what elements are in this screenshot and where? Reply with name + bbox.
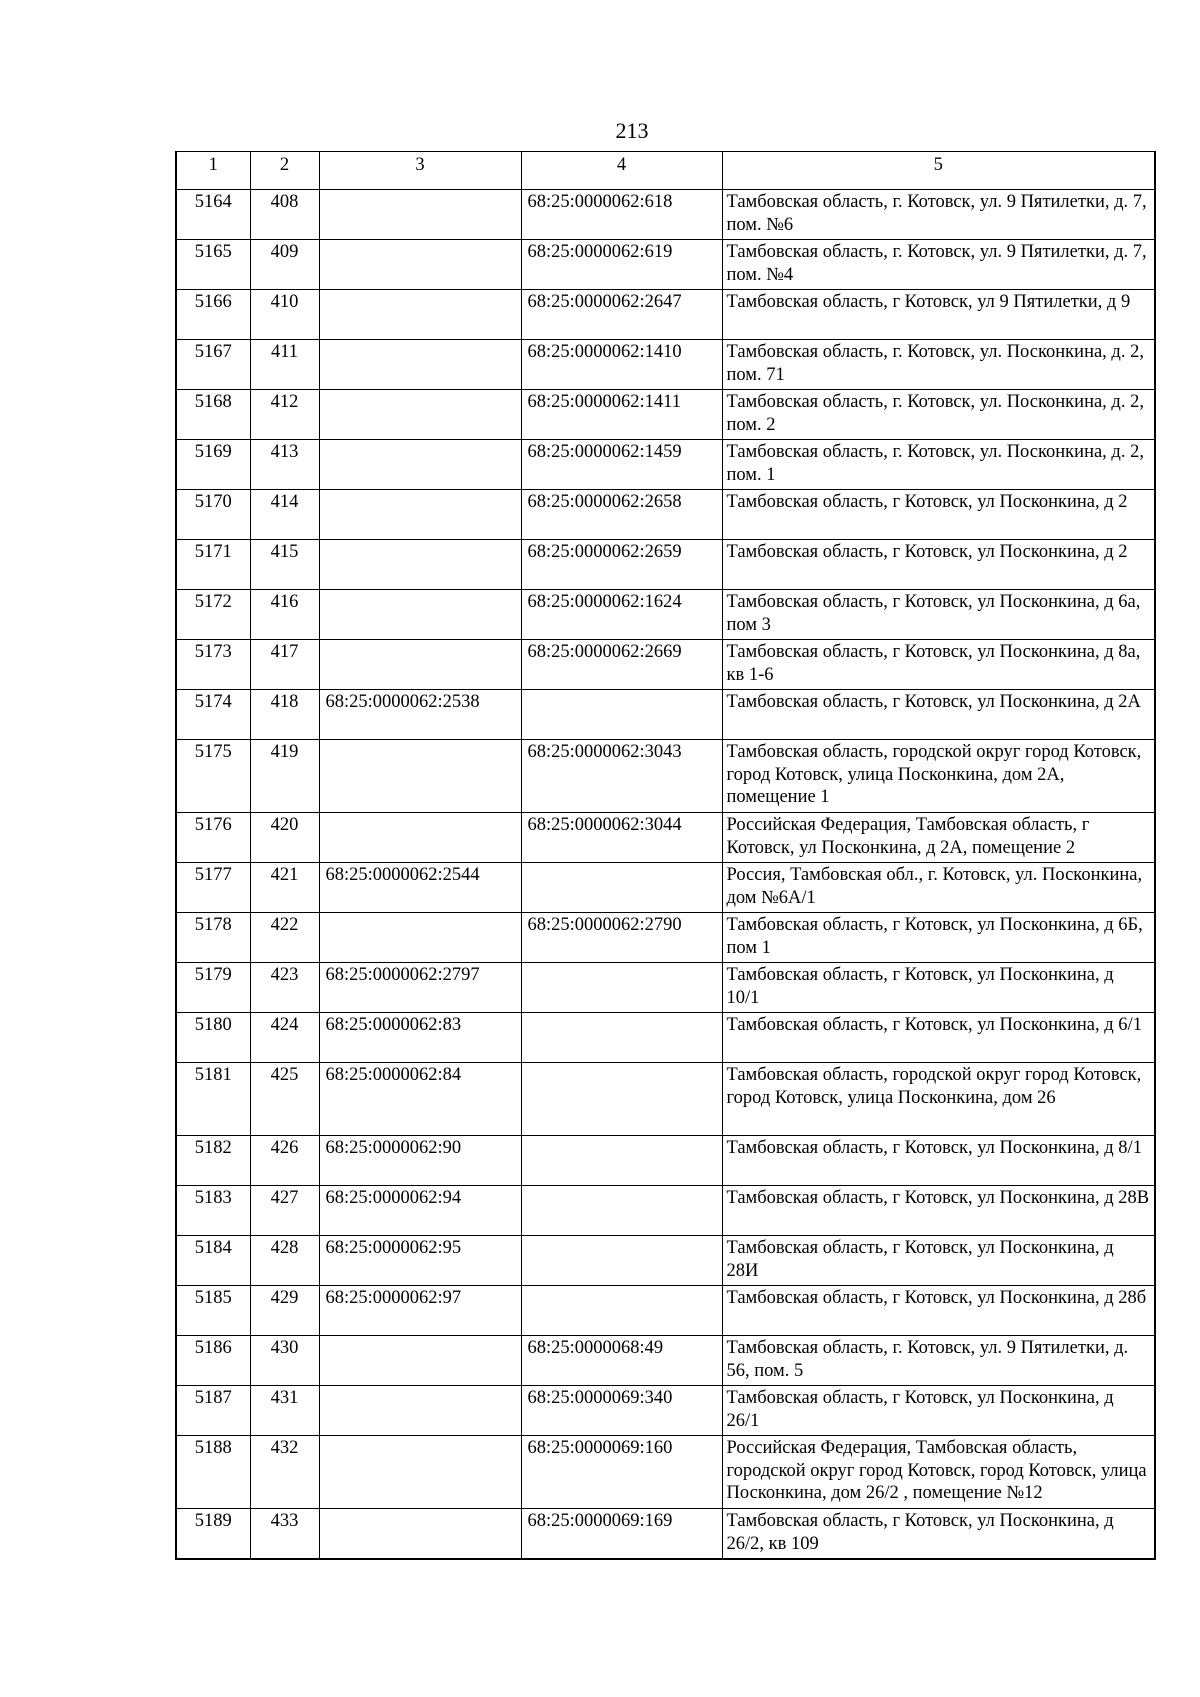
cadastral-col4-cell: 68:25:0000062:2790 bbox=[521, 913, 722, 963]
table-row bbox=[176, 1063, 1155, 1136]
address-cell: Тамбовская область, г Котовск, ул Посконкина, д 28б bbox=[722, 1286, 1155, 1336]
cadastral-col4-cell bbox=[521, 1286, 722, 1336]
row-number-cell: 5178 bbox=[176, 913, 250, 963]
cadastral-col3-cell bbox=[319, 240, 521, 290]
table-row bbox=[176, 1336, 1155, 1386]
row-seq-cell: 418 bbox=[250, 690, 319, 740]
address-cell: Тамбовская область, г. Котовск, ул. Посконкина, д. 2, пом. 2 bbox=[722, 390, 1155, 440]
address-cell: Тамбовская область, г Котовск, ул 9 Пятилетки, д 9 bbox=[722, 290, 1155, 340]
cadastral-col3-cell bbox=[319, 913, 521, 963]
cadastral-col3-cell: 68:25:0000062:95 bbox=[319, 1236, 521, 1286]
row-seq-cell: 412 bbox=[250, 390, 319, 440]
cadastral-col4-cell: 68:25:0000068:49 bbox=[521, 1336, 722, 1386]
row-number-cell: 5170 bbox=[176, 490, 250, 540]
table-row bbox=[176, 740, 1155, 813]
row-seq-cell: 422 bbox=[250, 913, 319, 963]
cadastral-col3-cell bbox=[319, 1436, 521, 1509]
cadastral-col3-cell bbox=[319, 440, 521, 490]
table-row bbox=[176, 1386, 1155, 1436]
row-number-cell: 5175 bbox=[176, 740, 250, 813]
row-number-cell: 5189 bbox=[176, 1509, 250, 1560]
row-seq-cell: 414 bbox=[250, 490, 319, 540]
cadastral-col3-cell bbox=[319, 490, 521, 540]
cadastral-col3-cell bbox=[319, 590, 521, 640]
registry-table bbox=[175, 151, 1156, 1560]
table-row bbox=[176, 913, 1155, 963]
address-cell: Тамбовская область, г Котовск, ул Посконкина, д 6а, пом 3 bbox=[722, 590, 1155, 640]
address-cell: Тамбовская область, г. Котовск, ул. Посконкина, д. 2, пом. 71 bbox=[722, 340, 1155, 390]
address-cell: Тамбовская область, г Котовск, ул Посконкина, д 26/1 bbox=[722, 1386, 1155, 1436]
address-cell: Тамбовская область, г Котовск, ул Посконкина, д 6/1 bbox=[722, 1013, 1155, 1063]
cadastral-col3-cell bbox=[319, 813, 521, 863]
row-seq-cell: 409 bbox=[250, 240, 319, 290]
cadastral-col3-cell: 68:25:0000062:2797 bbox=[319, 963, 521, 1013]
column-header-4: 4 bbox=[521, 152, 722, 190]
row-seq-cell: 429 bbox=[250, 1286, 319, 1336]
cadastral-col4-cell: 68:25:0000062:1411 bbox=[521, 390, 722, 440]
column-header-3: 3 bbox=[319, 152, 521, 190]
cadastral-col4-cell: 68:25:0000062:3044 bbox=[521, 813, 722, 863]
row-number-cell: 5173 bbox=[176, 640, 250, 690]
address-cell: Тамбовская область, г Котовск, ул Посконкина, д 6Б, пом 1 bbox=[722, 913, 1155, 963]
row-seq-cell: 433 bbox=[250, 1509, 319, 1560]
address-cell: Тамбовская область, г Котовск, ул Посконкина, д 28И bbox=[722, 1236, 1155, 1286]
row-seq-cell: 410 bbox=[250, 290, 319, 340]
table-row bbox=[176, 440, 1155, 490]
cadastral-col3-cell: 68:25:0000062:90 bbox=[319, 1136, 521, 1186]
table-row bbox=[176, 590, 1155, 640]
cadastral-col3-cell bbox=[319, 290, 521, 340]
cadastral-col3-cell: 68:25:0000062:97 bbox=[319, 1286, 521, 1336]
cadastral-col3-cell bbox=[319, 640, 521, 690]
cadastral-col3-cell bbox=[319, 1336, 521, 1386]
table-row bbox=[176, 1186, 1155, 1236]
row-number-cell: 5182 bbox=[176, 1136, 250, 1186]
address-cell: Тамбовская область, г. Котовск, ул. 9 Пятилетки, д. 56, пом. 5 bbox=[722, 1336, 1155, 1386]
row-seq-cell: 423 bbox=[250, 963, 319, 1013]
row-seq-cell: 426 bbox=[250, 1136, 319, 1186]
row-number-cell: 5183 bbox=[176, 1186, 250, 1236]
cadastral-col3-cell bbox=[319, 190, 521, 240]
cadastral-col4-cell bbox=[521, 1013, 722, 1063]
row-number-cell: 5167 bbox=[176, 340, 250, 390]
row-number-cell: 5184 bbox=[176, 1236, 250, 1286]
cadastral-col3-cell: 68:25:0000062:2544 bbox=[319, 863, 521, 913]
row-seq-cell: 419 bbox=[250, 740, 319, 813]
table-row bbox=[176, 1286, 1155, 1336]
address-cell: Тамбовская область, г Котовск, ул Посконкина, д 26/2, кв 109 bbox=[722, 1509, 1155, 1560]
cadastral-col4-cell: 68:25:0000062:3043 bbox=[521, 740, 722, 813]
row-seq-cell: 417 bbox=[250, 640, 319, 690]
cadastral-col3-cell: 68:25:0000062:83 bbox=[319, 1013, 521, 1063]
table-row bbox=[176, 190, 1155, 240]
cadastral-col4-cell bbox=[521, 690, 722, 740]
address-cell: Тамбовская область, г Котовск, ул Посконкина, д 10/1 bbox=[722, 963, 1155, 1013]
table-row bbox=[176, 1436, 1155, 1509]
cadastral-col4-cell: 68:25:0000062:618 bbox=[521, 190, 722, 240]
cadastral-col4-cell: 68:25:0000062:2669 bbox=[521, 640, 722, 690]
cadastral-col4-cell: 68:25:0000069:169 bbox=[521, 1509, 722, 1560]
address-cell: Тамбовская область, г Котовск, ул Посконкина, д 8а, кв 1-6 bbox=[722, 640, 1155, 690]
row-number-cell: 5180 bbox=[176, 1013, 250, 1063]
address-cell: Тамбовская область, г. Котовск, ул. 9 Пятилетки, д. 7, пом. №6 bbox=[722, 190, 1155, 240]
cadastral-col4-cell bbox=[521, 1186, 722, 1236]
row-number-cell: 5171 bbox=[176, 540, 250, 590]
cadastral-col3-cell bbox=[319, 540, 521, 590]
cadastral-col4-cell bbox=[521, 1236, 722, 1286]
row-number-cell: 5186 bbox=[176, 1336, 250, 1386]
cadastral-col4-cell: 68:25:0000062:1459 bbox=[521, 440, 722, 490]
row-number-cell: 5179 bbox=[176, 963, 250, 1013]
table-body bbox=[176, 190, 1155, 1560]
column-header-2: 2 bbox=[250, 152, 319, 190]
table-row bbox=[176, 963, 1155, 1013]
cadastral-col3-cell bbox=[319, 740, 521, 813]
row-seq-cell: 411 bbox=[250, 340, 319, 390]
row-number-cell: 5165 bbox=[176, 240, 250, 290]
cadastral-col4-cell bbox=[521, 863, 722, 913]
table-row bbox=[176, 340, 1155, 390]
cadastral-col4-cell: 68:25:0000069:340 bbox=[521, 1386, 722, 1436]
table-row bbox=[176, 1236, 1155, 1286]
cadastral-col3-cell: 68:25:0000062:94 bbox=[319, 1186, 521, 1236]
cadastral-col4-cell: 68:25:0000062:2659 bbox=[521, 540, 722, 590]
table-row bbox=[176, 1136, 1155, 1186]
table-row bbox=[176, 490, 1155, 540]
row-seq-cell: 421 bbox=[250, 863, 319, 913]
table-row bbox=[176, 1509, 1155, 1560]
row-number-cell: 5177 bbox=[176, 863, 250, 913]
address-cell: Тамбовская область, городской округ город Котовск, город Котовск, улица Посконкина, дом 26 bbox=[722, 1063, 1155, 1136]
row-number-cell: 5176 bbox=[176, 813, 250, 863]
cadastral-col4-cell bbox=[521, 963, 722, 1013]
row-seq-cell: 420 bbox=[250, 813, 319, 863]
row-number-cell: 5169 bbox=[176, 440, 250, 490]
table-row bbox=[176, 290, 1155, 340]
row-seq-cell: 413 bbox=[250, 440, 319, 490]
cadastral-col3-cell bbox=[319, 1386, 521, 1436]
row-seq-cell: 415 bbox=[250, 540, 319, 590]
cadastral-col3-cell bbox=[319, 340, 521, 390]
row-number-cell: 5174 bbox=[176, 690, 250, 740]
row-seq-cell: 427 bbox=[250, 1186, 319, 1236]
table-row bbox=[176, 390, 1155, 440]
column-header-1: 1 bbox=[176, 152, 250, 190]
address-cell: Тамбовская область, г Котовск, ул Посконкина, д 2 bbox=[722, 490, 1155, 540]
cadastral-col4-cell: 68:25:0000062:1624 bbox=[521, 590, 722, 640]
row-number-cell: 5168 bbox=[176, 390, 250, 440]
table-row bbox=[176, 240, 1155, 290]
row-number-cell: 5166 bbox=[176, 290, 250, 340]
row-seq-cell: 432 bbox=[250, 1436, 319, 1509]
cadastral-col4-cell: 68:25:0000062:2647 bbox=[521, 290, 722, 340]
table-row bbox=[176, 813, 1155, 863]
address-cell: Тамбовская область, г Котовск, ул Посконкина, д 2А bbox=[722, 690, 1155, 740]
row-seq-cell: 424 bbox=[250, 1013, 319, 1063]
address-cell: Россия, Тамбовская обл., г. Котовск, ул. Посконкина, дом №6А/1 bbox=[722, 863, 1155, 913]
table-row bbox=[176, 640, 1155, 690]
row-seq-cell: 430 bbox=[250, 1336, 319, 1386]
table-row bbox=[176, 690, 1155, 740]
cadastral-col3-cell bbox=[319, 390, 521, 440]
address-cell: Тамбовская область, г. Котовск, ул. 9 Пятилетки, д. 7, пом. №4 bbox=[722, 240, 1155, 290]
row-number-cell: 5187 bbox=[176, 1386, 250, 1436]
row-seq-cell: 428 bbox=[250, 1236, 319, 1286]
row-number-cell: 5181 bbox=[176, 1063, 250, 1136]
address-cell: Тамбовская область, г Котовск, ул Посконкина, д 28В bbox=[722, 1186, 1155, 1236]
row-seq-cell: 408 bbox=[250, 190, 319, 240]
row-number-cell: 5188 bbox=[176, 1436, 250, 1509]
table-row bbox=[176, 863, 1155, 913]
row-number-cell: 5185 bbox=[176, 1286, 250, 1336]
cadastral-col4-cell: 68:25:0000062:619 bbox=[521, 240, 722, 290]
table-row bbox=[176, 1013, 1155, 1063]
address-cell: Российская Федерация, Тамбовская область, г Котовск, ул Посконкина, д 2А, помещение 2 bbox=[722, 813, 1155, 863]
table-row bbox=[176, 540, 1155, 590]
cadastral-col3-cell bbox=[319, 1509, 521, 1560]
row-seq-cell: 431 bbox=[250, 1386, 319, 1436]
row-number-cell: 5164 bbox=[176, 190, 250, 240]
cadastral-col3-cell: 68:25:0000062:84 bbox=[319, 1063, 521, 1136]
cadastral-col3-cell: 68:25:0000062:2538 bbox=[319, 690, 521, 740]
address-cell: Тамбовская область, городской округ город Котовск, город Котовск, улица Посконкина, дом 2А, помещение 1 bbox=[722, 740, 1155, 813]
row-seq-cell: 416 bbox=[250, 590, 319, 640]
cadastral-col4-cell: 68:25:0000062:2658 bbox=[521, 490, 722, 540]
address-cell: Тамбовская область, г. Котовск, ул. Посконкина, д. 2, пом. 1 bbox=[722, 440, 1155, 490]
page-number: 213 bbox=[615, 118, 649, 143]
cadastral-col4-cell bbox=[521, 1136, 722, 1186]
cadastral-col4-cell: 68:25:0000069:160 bbox=[521, 1436, 722, 1509]
row-seq-cell: 425 bbox=[250, 1063, 319, 1136]
address-cell: Тамбовская область, г Котовск, ул Посконкина, д 2 bbox=[722, 540, 1155, 590]
table-header-row bbox=[176, 152, 1155, 190]
cadastral-col4-cell bbox=[521, 1063, 722, 1136]
column-header-5: 5 bbox=[722, 152, 1155, 190]
address-cell: Тамбовская область, г Котовск, ул Посконкина, д 8/1 bbox=[722, 1136, 1155, 1186]
row-number-cell: 5172 bbox=[176, 590, 250, 640]
cadastral-col4-cell: 68:25:0000062:1410 bbox=[521, 340, 722, 390]
address-cell: Российская Федерация, Тамбовская область, городской округ город Котовск, город Котовск, улица Посконкина, дом 26/2 , помещение №12 bbox=[722, 1436, 1155, 1509]
